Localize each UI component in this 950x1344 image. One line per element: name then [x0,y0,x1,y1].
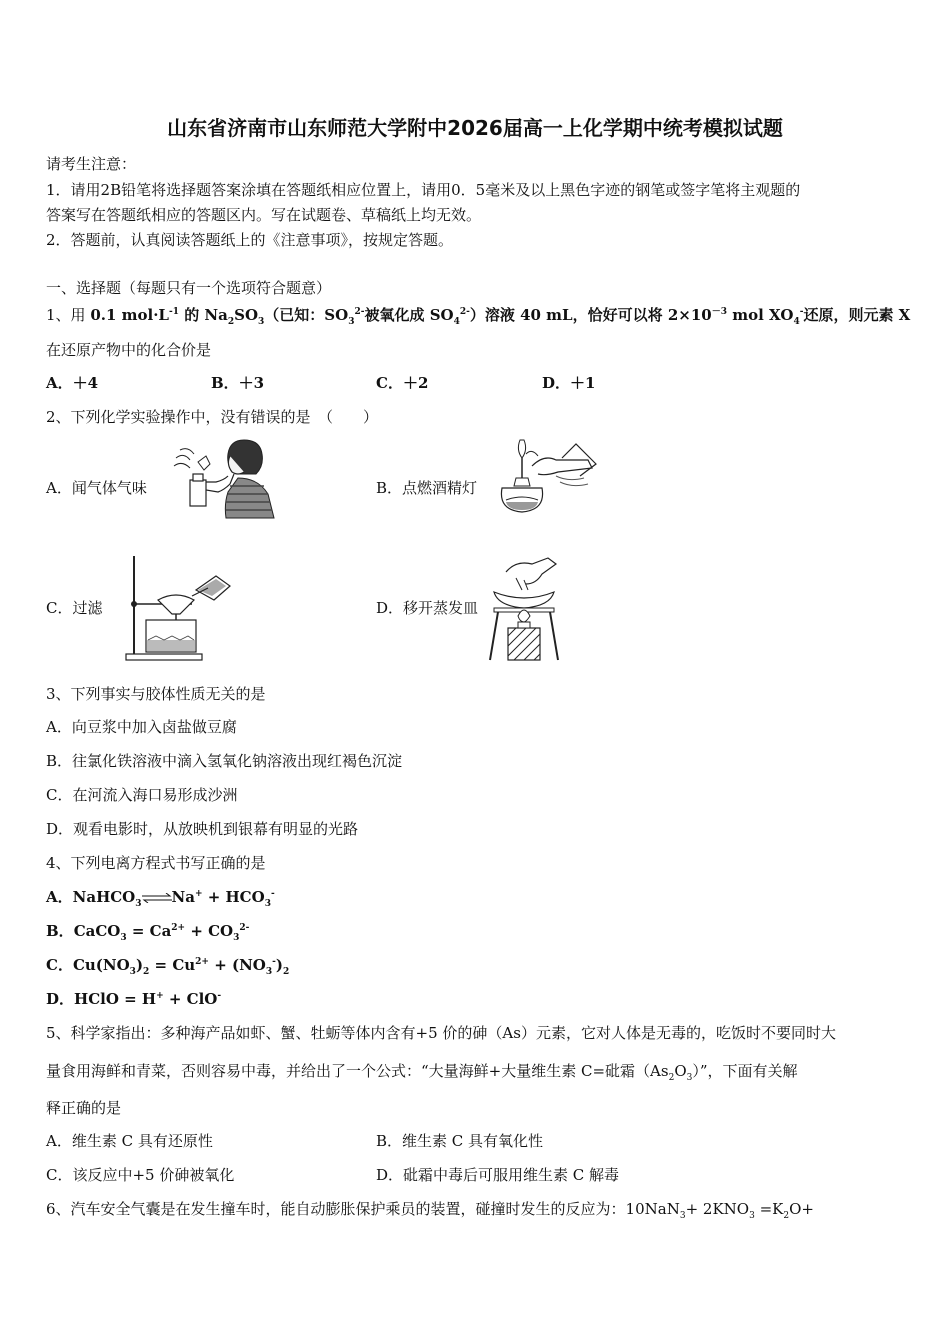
q5-option-c: C．该反应中+5 价砷被氧化 [46,1166,235,1184]
q1-stem-line1: 1、用 0.1 $mol\cdot L^{-1}$ 的 $Na_2SO_3$（已知：$SO_3^{2-}$被氧化成 $SO_4^{2-}$）溶液 40 mL，恰好可以将 $2\times 10^{-3}$ mol $XO_4^-$还原，则元素 X [46,306,911,327]
q1-stem-line2: 在还原产物中的化合价是 [46,341,212,359]
q5-option-b: B．维生素 C 具有氧化性 [376,1132,544,1150]
q1-option-d: D．＋1 [542,374,596,392]
q3-option-a: A．向豆浆中加入卤盐做豆腐 [46,718,237,736]
q3-stem: 3、下列事实与胶体性质无关的是 [46,685,266,703]
q1-options [46,373,746,393]
q4-option-a: A．NaHCO$_3$ $Na^+ + HCO_3^-$ [46,888,275,909]
q2-stem: 2、下列化学实验操作中，没有错误的是 （ ） [46,408,379,426]
q4-option-b: B．CaCO$_3$ = $Ca^{2+} + CO_3^{2-}$ [46,922,250,943]
q1-option-c: C．＋2 [376,374,429,392]
q4-stem: 4、下列电离方程式书写正确的是 [46,854,266,872]
q1-option-a: A．＋4 [46,374,99,392]
q1-option-b: B．＋3 [211,374,265,392]
notice-heading: 请考生注意： [46,155,137,173]
q3-option-d: D．观看电影时，从放映机到银幕有明显的光路 [46,820,359,838]
q2-option-b: B．点燃酒精灯 [376,479,478,497]
notice-item2: 2．答题前，认真阅读答题纸上的《注意事项》，按规定答题。 [46,231,454,249]
q5-stem-line3: 释正确的是 [46,1099,122,1117]
q2-option-c: C．过滤 [46,599,103,617]
q5-option-a: A．维生素 C 具有还原性 [46,1132,213,1150]
q3-option-c: C．在河流入海口易形成沙洲 [46,786,238,804]
alcohol-lamp-illustration [492,436,604,516]
smell-gas-illustration [168,434,278,520]
q5-stem-line2: 量食用海鲜和青菜，否则容易中毒，并给出了一个公式：“大量海鲜+大量维生素 C=砒霜$(As_2O_3)$”，下面有关解 [46,1062,798,1083]
filtration-illustration [120,552,240,662]
q2-option-a: A．闻气体气味 [46,479,147,497]
q3-option-b: B．往氯化铁溶液中滴入氢氧化钠溶液出现红褐色沉淀 [46,752,403,770]
q4-option-d: D．HClO = H+ + ClO- [46,990,222,1008]
q2-option-d: D．移开蒸发皿 [376,599,479,617]
q5-stem-line1: 5、科学家指出：多种海产品如虾、蟹、牡蛎等体内含有+5 价的砷（As）元素，它对人体是无毒的，吃饭时不要同时大 [46,1024,836,1042]
notice-item1-line1: 1．请用2B铅笔将选择题答案涂填在答题纸相应位置上，请用0．5毫米及以上黑色字迹的钢笔或签字笔将主观题的 [46,181,801,199]
equilibrium-arrow-icon [142,893,172,903]
q4-option-c: C．$Cu(NO_3)_2 = Cu^{2+} + (NO_3^-)_2$ [46,956,290,977]
section-heading: 一、选择题（每题只有一个选项符合题意） [46,279,332,297]
notice-item1-line2: 答案写在答题纸相应的答题区内。写在试题卷、草稿纸上均无效。 [46,206,482,224]
q5-option-d: D．砒霜中毒后可服用维生素 C 解毒 [376,1166,620,1184]
q6-stem: 6、汽车安全气囊是在发生撞车时，能自动膨胀保护乘员的装置，碰撞时发生的反应为：$10NaN_3+ 2KNO_3 =K_2O+$ [46,1200,814,1221]
evaporating-dish-illustration [486,556,562,664]
page-title: 山东省济南市山东师范大学附中2026届高一上化学期中统考模拟试题 [167,116,783,140]
